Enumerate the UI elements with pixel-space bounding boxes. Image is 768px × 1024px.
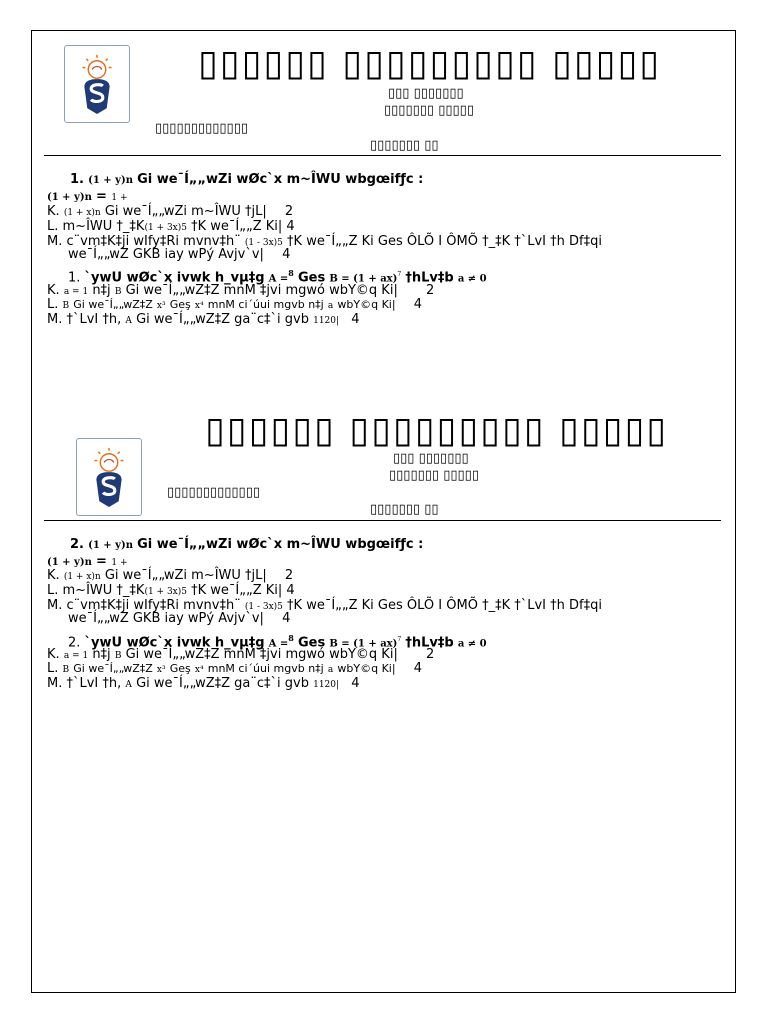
question-text: Gi we¯Í„„wZi wØc`x m~ÎWU wbgœifƒc :: [137, 537, 424, 552]
mark: 4: [413, 297, 422, 312]
part-text-b: Gi we¯Í„„wZ‡Z ga¨c‡`i gvb: [136, 312, 309, 327]
expr: (1 - 3x)5: [244, 238, 283, 248]
part-text-b: Geş: [169, 662, 191, 675]
sup-8: 8: [288, 633, 294, 643]
label-k: K.: [47, 283, 60, 298]
part-text-c: we¯Í„„wZ GKB iay wPý Avjv`v|: [68, 611, 264, 626]
part-text-d: wbY©q Ki|: [337, 662, 396, 675]
mark: 4: [286, 583, 295, 598]
mark: 4: [282, 247, 291, 262]
mark: 4: [351, 676, 360, 691]
label-k: K.: [47, 204, 60, 219]
sym: A: [125, 680, 132, 690]
sym-b: B = (1 + ax): [329, 638, 398, 650]
condition: a ≠ 0: [457, 273, 487, 285]
formula-part-b: =: [95, 189, 112, 204]
logo-icon: [65, 46, 129, 122]
sup-8: 8: [288, 268, 294, 278]
mark: 4: [286, 219, 295, 234]
subtitle-line-2: ▯▯▯▯▯▯▯ ▯▯▯▯▯: [384, 103, 474, 118]
part-text-a: n‡j: [92, 283, 111, 298]
question-text-b: Ges: [298, 635, 326, 651]
school-logo: [76, 438, 142, 516]
sym: B: [62, 301, 70, 311]
expr: (1 + x)n: [63, 208, 101, 218]
part-text-a: c¨vm‡K‡ji wIfy‡Ri mvnv‡h¨: [66, 234, 241, 249]
mark: 4: [413, 661, 422, 676]
label-m: M.: [47, 676, 63, 691]
part-text-c: we¯Í„„wZ GKB iay wPý Avjv`v|: [68, 247, 264, 262]
part-text-a: n‡j: [92, 647, 111, 662]
value: 1120|: [313, 316, 340, 326]
part-text-d: wbY©q Ki|: [337, 298, 396, 311]
logo-icon: [77, 439, 141, 515]
expr-1y: (1 + y)n: [88, 540, 133, 551]
question-text: Gi we¯Í„„wZi wØc`x m~ÎWU wbgœifƒc :: [137, 172, 424, 187]
label-l: L.: [47, 583, 59, 598]
cond: a = 1: [63, 651, 89, 661]
question-text-a: `ywU wØc`x ivwk h_vµ‡g: [84, 635, 265, 651]
question-number: 1.: [68, 270, 81, 286]
part-text-b: †K we¯Í„„Z Ki|: [191, 219, 283, 234]
part-text-b: †K we¯Í„„Z Ki|: [191, 583, 283, 598]
a-sym: a: [327, 301, 334, 311]
school-title: ▯▯▯▯▯▯ ▯▯▯▯▯▯▯▯▯ ▯▯▯▯▯: [205, 410, 669, 451]
expr: (1 + x)n: [63, 572, 101, 582]
part-text-c: mnM ci´úui mgvb n‡j: [207, 298, 324, 311]
x3: x³: [156, 301, 166, 311]
x3: x³: [156, 665, 166, 675]
formula-part-c: 1 +: [111, 558, 128, 568]
subtitle-line-1: ▯▯▯ ▯▯▯▯▯▯▯: [393, 451, 469, 466]
expr: (1 + 3x)5: [144, 587, 187, 597]
part-text-b: †K we¯Í„„Z Ki Ges ÔLÕ I ÔMÕ †_‡K †`LvI †h Df‡qi: [287, 234, 602, 249]
question-number: 1.: [70, 172, 84, 187]
mark: 2: [284, 204, 294, 219]
label-k: K.: [47, 568, 60, 583]
mark: 2: [425, 283, 435, 298]
a-sym: a: [327, 665, 334, 675]
formula-part-c: 1 +: [111, 193, 128, 203]
part-text-a: c¨vm‡K‡ji wIfy‡Ri mvnv‡h¨: [66, 598, 241, 613]
cond: a = 1: [63, 287, 89, 297]
name-field: ▯▯▯▯▯▯▯▯▯▯▯▯▯: [167, 485, 260, 500]
part-text-a: m~ÎWU †_‡K: [62, 583, 145, 598]
part-text: Gi we¯Í„„wZi m~ÎWU †jL|: [104, 204, 267, 219]
x4: x⁴: [194, 301, 204, 311]
q2-part-m: [47, 312, 359, 329]
section-label: ▯▯▯▯▯▯▯ ▯▯: [370, 138, 439, 153]
expr: (1 + 3x)5: [144, 223, 187, 233]
question-text-b: Ges: [298, 270, 326, 286]
mark: 2: [284, 568, 294, 583]
sym: B: [114, 287, 122, 297]
sym: A: [125, 316, 132, 326]
sup-7: 7: [397, 636, 402, 643]
label-l: L.: [47, 661, 59, 676]
formula-part-a: (1 + y)n: [47, 557, 92, 568]
name-field: ▯▯▯▯▯▯▯▯▯▯▯▯▯: [155, 121, 248, 136]
label-k: K.: [47, 647, 60, 662]
mark: 4: [282, 611, 291, 626]
subtitle-line-2: ▯▯▯▯▯▯▯ ▯▯▯▯▯: [389, 468, 479, 483]
school-logo: [64, 45, 130, 123]
mark: 2: [425, 647, 435, 662]
label-m: M.: [47, 312, 63, 327]
label-m: M.: [47, 234, 63, 249]
part-text-a: †`LvI †h,: [66, 676, 122, 691]
sym: B: [62, 665, 70, 675]
question-number: 2.: [68, 635, 81, 651]
part-text-b: Gi we¯Í„„wZ‡Z mnM ‡jvi mgwó wbY©q Ki|: [125, 283, 398, 298]
part-text-a: Gi we¯Í„„wZ‡Z: [73, 662, 153, 675]
expr: (1 - 3x)5: [244, 602, 283, 612]
header-rule: [44, 520, 721, 521]
part-text-b: Gi we¯Í„„wZ‡Z ga¨c‡`i gvb: [136, 676, 309, 691]
part-text-a: †`LvI †h,: [66, 312, 122, 327]
q2-part-m: [47, 676, 359, 693]
sym-b: B = (1 + ax): [329, 273, 398, 285]
sym-a: A =: [268, 273, 289, 285]
label-l: L.: [47, 297, 59, 312]
sup-7: 7: [397, 271, 402, 278]
part-text-a: m~ÎWU †_‡K: [62, 219, 145, 234]
value: 1120|: [313, 680, 340, 690]
part-text-b: †K we¯Í„„Z Ki Ges ÔLÕ I ÔMÕ †_‡K †`LvI †h Df‡qi: [287, 598, 602, 613]
subtitle-line-1: ▯▯▯ ▯▯▯▯▯▯▯: [388, 86, 464, 101]
question-text-c: †hLv‡b: [405, 635, 454, 651]
question-number: 2.: [70, 537, 84, 552]
part-text-c: mnM ci´úui mgvb n‡j: [207, 662, 324, 675]
q1-part-m-cont: [68, 247, 290, 262]
expr-1y: (1 + y)n: [88, 175, 133, 186]
sym: B: [114, 651, 122, 661]
part-text-b: Gi we¯Í„„wZ‡Z mnM ‡jvi mgwó wbY©q Ki|: [125, 647, 398, 662]
part-text-b: Geş: [169, 298, 191, 311]
formula-part-b: =: [95, 554, 112, 569]
section-label: ▯▯▯▯▯▯▯ ▯▯: [370, 502, 439, 517]
part-text-a: Gi we¯Í„„wZ‡Z: [73, 298, 153, 311]
formula-part-a: (1 + y)n: [47, 192, 92, 203]
label-l: L.: [47, 219, 59, 234]
header-rule: [44, 155, 721, 156]
question-1-stem: [70, 537, 423, 553]
part-text: Gi we¯Í„„wZi m~ÎWU †jL|: [104, 568, 267, 583]
question-text-c: †hLv‡b: [405, 270, 454, 286]
sym-a: A =: [268, 638, 289, 650]
x4: x⁴: [194, 665, 204, 675]
condition: a ≠ 0: [457, 638, 487, 650]
mark: 4: [351, 312, 360, 327]
q1-part-m-cont: [68, 611, 290, 626]
question-1-stem: [70, 172, 423, 188]
label-m: M.: [47, 598, 63, 613]
question-text-a: `ywU wØc`x ivwk h_vµ‡g: [84, 270, 265, 286]
school-title: ▯▯▯▯▯▯ ▯▯▯▯▯▯▯▯▯ ▯▯▯▯▯: [198, 43, 662, 84]
